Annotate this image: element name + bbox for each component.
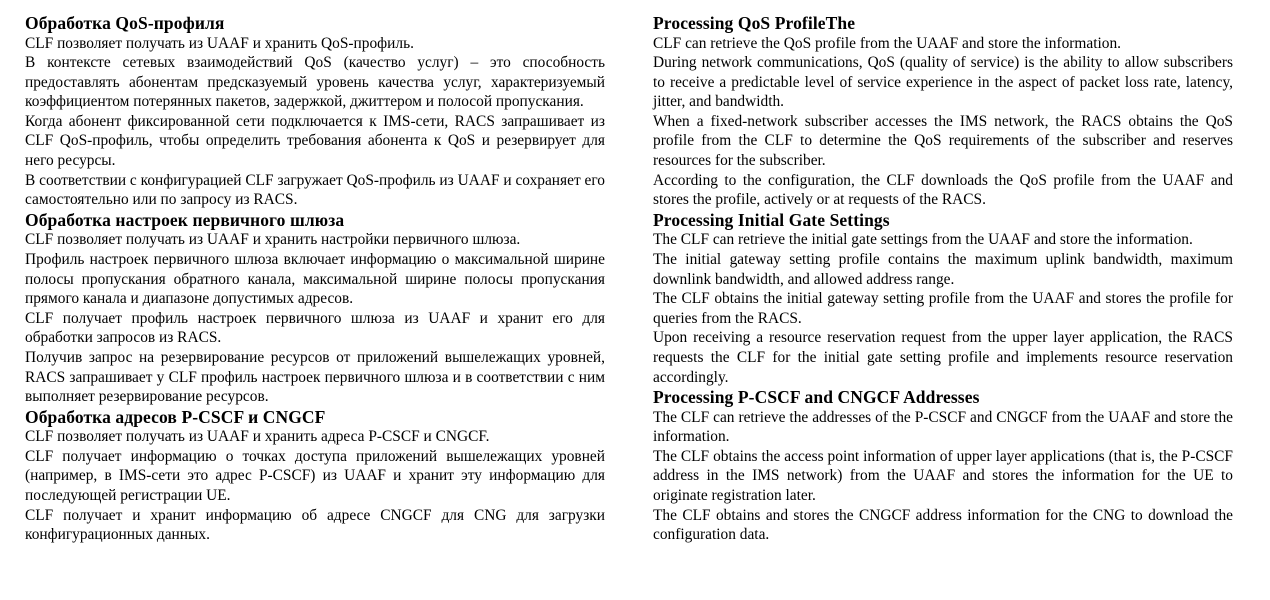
paragraph: The CLF can retrieve the initial gate settings from the UAAF and store the information.: [653, 231, 1193, 249]
section-heading-addresses-en: Processing P-CSCF and CNGCF Addresses: [653, 387, 980, 408]
paragraph: According to the configuration, the CLF downloads the QoS profile from the UAAF and stores the profile, actively or at requests of the RACS.: [653, 171, 1233, 209]
paragraph: The CLF obtains the initial gateway setting profile from the UAAF and stores the profile for queries from the RACS.: [653, 290, 1233, 327]
text-column-english: [653, 13, 1233, 600]
paragraph: The CLF obtains and stores the CNGCF address information for the CNG to download the configuration data.: [653, 506, 1233, 544]
paragraph: Upon receiving a resource reservation request from the upper layer application, the RACS requests the CLF for the initial gate setting profile and implements resource reservation accordingly.: [653, 329, 1233, 386]
section-heading-qos-profile-ru: Обработка QoS-профиля: [25, 13, 225, 33]
paragraph: During network communications, QoS (quality of service) is the ability to allow subscribers to receive a predictable level of service experience in the aspect of packet loss rate, latency, jitter, and bandwidth.: [653, 54, 1233, 111]
paragraph: CLF получает информацию о точках доступа приложений вышележащих уровней (например, в IMS-сети это адрес P-CSCF) из UAAF и хранит эту информацию для последующей регистрации UE.: [25, 447, 605, 504]
section-heading-gate-settings-en: Processing Initial Gate Settings: [653, 209, 890, 230]
paragraph: Получив запрос на резервирование ресурсов от приложений вышележащих уровней, RACS запрашивает у CLF профиль настроек первичного шлюза и в соответствии с ним выполняет резервирование ресурсов.: [25, 348, 605, 406]
section-heading-gate-settings-ru: Обработка настроек первичного шлюза: [25, 209, 345, 230]
paragraph: The CLF obtains the access point information of upper layer applications (that is, the P-CSCF address in the IMS network) from the UAAF and stores the information for the UE to originate registration later.: [653, 447, 1233, 504]
paragraph: CLF can retrieve the QoS profile from the UAAF and store the information.: [653, 34, 1122, 52]
section-heading-qos-profile-en: Processing QoS ProfileThe: [653, 13, 856, 33]
paragraph: The initial gateway setting profile contains the maximum uplink bandwidth, maximum downlink bandwidth, and allowed address range.: [653, 250, 1233, 288]
paragraph: Когда абонент фиксированной сети подключается к IMS-сети, RACS запрашивает из CLF QoS-профиль, чтобы определить требования абонента к QoS и резервирует для него ресурсы.: [25, 112, 605, 170]
text-column-russian: [25, 13, 605, 600]
paragraph: CLF позволяет получать из UAAF и хранить адреса P-CSCF и CNGCF.: [25, 428, 490, 446]
section-heading-addresses-ru: Обработка адресов P-CSCF и CNGCF: [25, 406, 326, 427]
paragraph: The CLF can retrieve the addresses of the P-CSCF and CNGCF from the UAAF and store the information.: [653, 408, 1233, 446]
paragraph: Профиль настроек первичного шлюза включает информацию о максимальной ширине полосы пропускания обратного канала, максимальной ширине полосы пропускания прямого канала и диапазоне допустимых адресов.: [25, 250, 605, 308]
paragraph: When a fixed-network subscriber accesses the IMS network, the RACS obtains the QoS profile from the CLF to determine the QoS requirements of the subscriber and reserves resources for the subscriber.: [653, 112, 1233, 170]
paragraph: CLF получает и хранит информацию об адресе CNGCF для CNG для загрузки конфигурационных данных.: [25, 506, 605, 544]
paragraph: В контексте сетевых взаимодействий QoS (качество услуг) – это способность предоставлять абонентам предсказуемый уровень качества услуг, характеризуемый коэффициентом потерянных пакетов, задержкой, джиттером и полосой пропускания.: [25, 54, 605, 111]
paragraph: CLF позволяет получать из UAAF и хранить QoS-профиль.: [25, 34, 414, 52]
paragraph: В соответствии с конфигурацией CLF загружает QoS-профиль из UAAF и сохраняет его самостоятельно или по запросу из RACS.: [25, 171, 605, 209]
paragraph: CLF позволяет получать из UAAF и хранить настройки первичного шлюза.: [25, 231, 521, 249]
paragraph: CLF получает профиль настроек первичного шлюза из UAAF и хранит его для обработки запросов из RACS.: [25, 309, 605, 347]
